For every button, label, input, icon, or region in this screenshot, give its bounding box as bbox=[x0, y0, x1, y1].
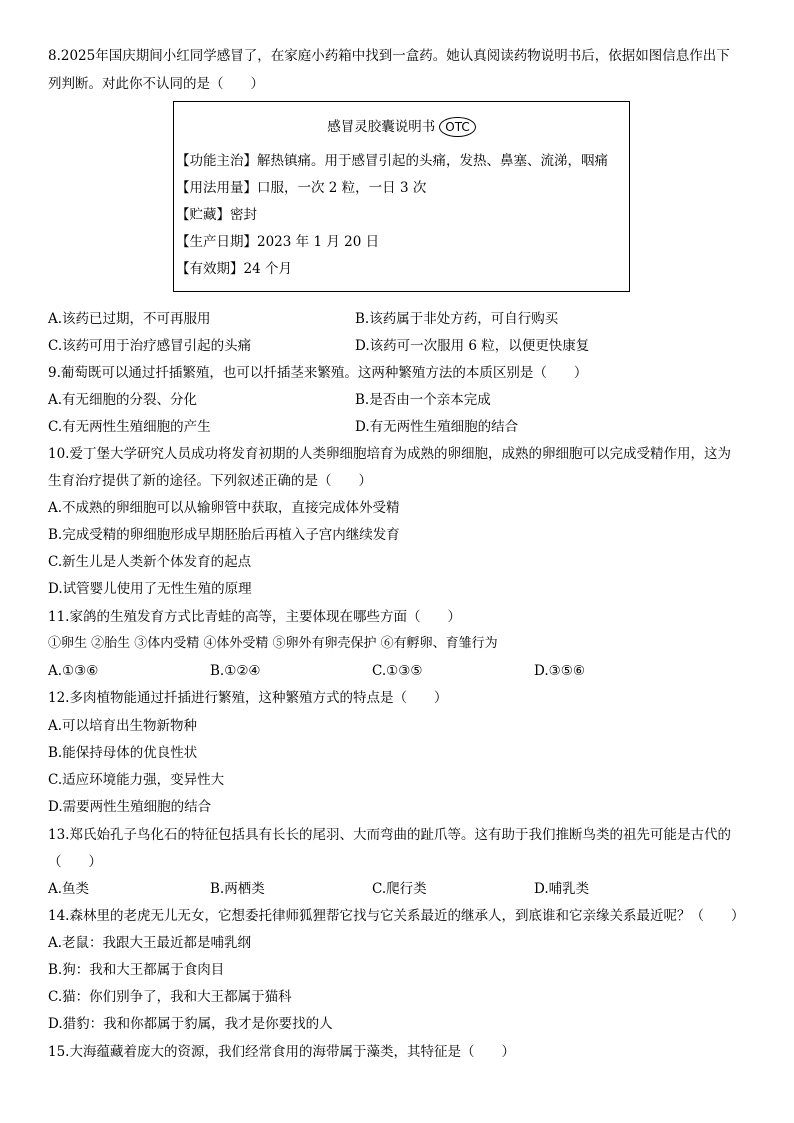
leaflet-row-production-date: 【生产日期】2023 年 1 月 20 日 bbox=[176, 234, 380, 250]
q8-option-b: B.该药属于非处方药，可自行购买 bbox=[355, 311, 559, 327]
leaflet-row-dosage: 【用法用量】口服，一次 2 粒，一日 3 次 bbox=[176, 180, 427, 196]
q14-option-c: C.猫：你们别争了，我和大王都属于猫科 bbox=[48, 989, 292, 1005]
q10-option-a: A.不成熟的卵细胞可以从输卵管中获取，直接完成体外受精 bbox=[48, 500, 400, 516]
q11-option-c: C.①③⑤ bbox=[372, 663, 423, 679]
leaflet-row-storage: 【贮藏】密封 bbox=[176, 207, 257, 223]
q14-option-d: D.猎豹：我和你都属于豹属，我才是你要找的人 bbox=[48, 1016, 333, 1032]
q8-option-d: D.该药可一次服用 6 粒，以便更快康复 bbox=[355, 338, 590, 354]
q8-option-c: C.该药可用于治疗感冒引起的头痛 bbox=[48, 338, 252, 354]
q13-stem-line1: 13.郑氏始孔子鸟化石的特征包括具有长长的尾羽、大而弯曲的趾爪等。这有助于我们推断鸟类的祖先可能是古代的 bbox=[48, 827, 731, 843]
q12-stem: 12.多肉植物能通过扦插进行繁殖，这种繁殖方式的特点是（ ） bbox=[48, 690, 448, 706]
q15-stem: 15.大海蕴藏着庞大的资源，我们经常食用的海带属于藻类，其特征是（ ） bbox=[48, 1044, 515, 1060]
leaflet-row-indications: 【功能主治】解热镇痛。用于感冒引起的头痛，发热、鼻塞、流涕，咽痛 bbox=[176, 153, 608, 169]
q11-option-d: D.③⑤⑥ bbox=[534, 663, 585, 679]
q12-option-a: A.可以培育出生物新物种 bbox=[48, 718, 198, 734]
q12-option-c: C.适应环境能力强，变异性大 bbox=[48, 772, 225, 788]
q9-stem: 9.葡萄既可以通过扦插繁殖，也可以扦插茎来繁殖。这两种繁殖方法的本质区别是（ ） bbox=[48, 365, 588, 381]
q13-option-a: A.鱼类 bbox=[48, 881, 90, 897]
q10-option-d: D.试管婴儿使用了无性生殖的原理 bbox=[48, 581, 252, 597]
q11-items: ①卵生 ②胎生 ③体内受精 ④体外受精 ⑤卵外有卵壳保护 ⑥有孵卵、育雏行为 bbox=[48, 636, 498, 651]
q8-stem-line2: 列判断。对此你不认同的是（ ） bbox=[48, 76, 264, 92]
q14-option-a: A.老鼠：我跟大王最近都是哺乳纲 bbox=[48, 935, 252, 951]
q12-option-b: B.能保持母体的优良性状 bbox=[48, 745, 198, 761]
q10-option-b: B.完成受精的卵细胞形成早期胚胎后再植入子宫内继续发育 bbox=[48, 527, 400, 543]
q13-option-b: B.两栖类 bbox=[210, 881, 265, 897]
q13-option-d: D.哺乳类 bbox=[534, 881, 590, 897]
otc-badge: OTC bbox=[439, 117, 475, 137]
leaflet-title: 感冒灵胶囊说明书 bbox=[327, 119, 436, 135]
q13-stem-line2: （ ） bbox=[48, 854, 102, 870]
q9-option-b: B.是否由一个亲本完成 bbox=[355, 392, 491, 408]
q11-stem: 11.家鸽的生殖发育方式比青蛙的高等，主要体现在哪些方面（ ） bbox=[48, 609, 461, 625]
q9-option-a: A.有无细胞的分裂、分化 bbox=[48, 392, 198, 408]
q11-option-a: A.①③⑥ bbox=[48, 663, 99, 679]
medicine-leaflet-box bbox=[173, 101, 630, 292]
leaflet-title-row bbox=[174, 116, 629, 138]
q12-option-d: D.需要两性生殖细胞的结合 bbox=[48, 799, 212, 815]
q10-stem-line2: 生育治疗提供了新的途径。下列叙述正确的是（ ） bbox=[48, 473, 372, 489]
q13-option-c: C.爬行类 bbox=[372, 881, 427, 897]
q9-option-d: D.有无两性生殖细胞的结合 bbox=[355, 419, 519, 435]
q14-stem: 14.森林里的老虎无儿无女，它想委托律师狐狸帮它找与它关系最近的继承人，到底谁和它亲缘关系最近呢？（ ） bbox=[48, 908, 745, 924]
q11-option-b: B.①②④ bbox=[210, 663, 261, 679]
leaflet-row-shelf-life: 【有效期】24 个月 bbox=[176, 261, 292, 277]
q9-option-c: C.有无两性生殖细胞的产生 bbox=[48, 419, 211, 435]
q10-stem-line1: 10.爱丁堡大学研究人员成功将发育初期的人类卵细胞培育为成熟的卵细胞，成熟的卵细胞可以完成受精作用，这为 bbox=[48, 446, 731, 462]
q10-option-c: C.新生儿是人类新个体发育的起点 bbox=[48, 554, 252, 570]
q14-option-b: B.狗：我和大王都属于食肉目 bbox=[48, 962, 225, 978]
q8-option-a: A.该药已过期，不可再服用 bbox=[48, 311, 211, 327]
q8-stem-line1: 8.2025年国庆期间小红同学感冒了，在家庭小药箱中找到一盒药。她认真阅读药物说明书后，依据如图信息作出下 bbox=[48, 48, 730, 64]
